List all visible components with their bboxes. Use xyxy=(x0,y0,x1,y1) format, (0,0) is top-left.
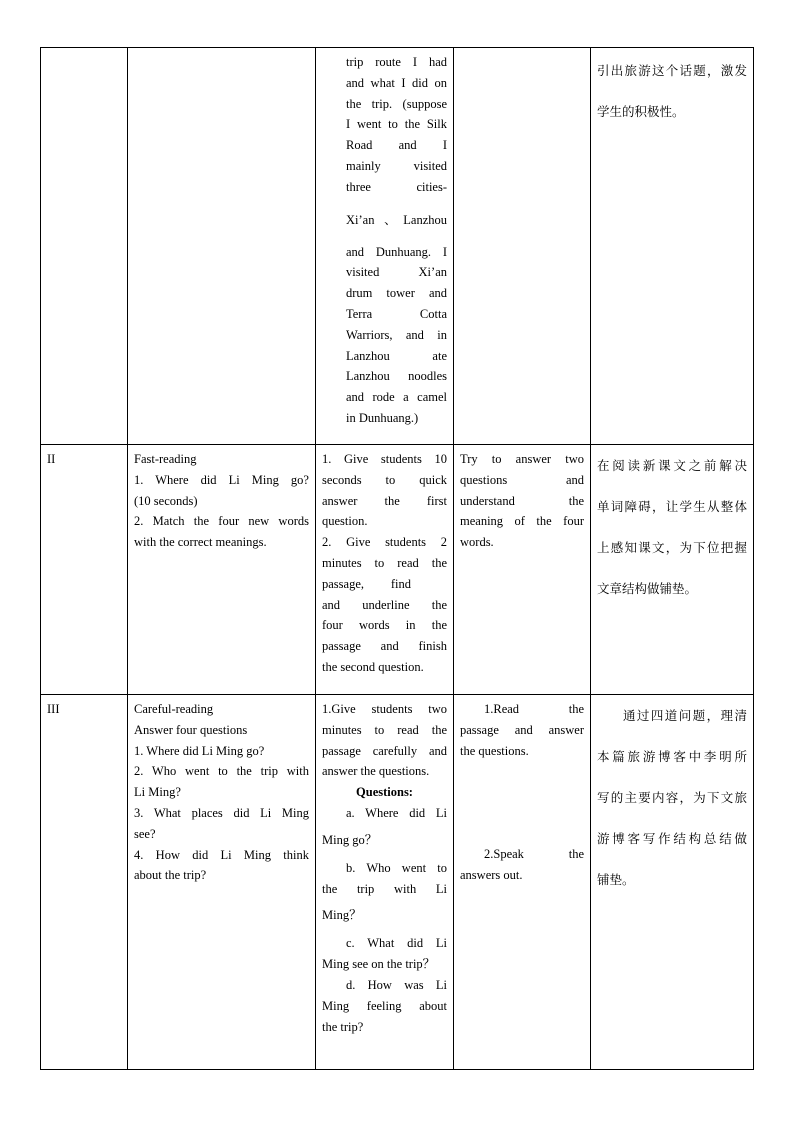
teacher-line: and underline the xyxy=(322,597,447,612)
purpose-line: 在阅读新课文之前解决 xyxy=(597,458,747,473)
teacher-line: Warriors, and in xyxy=(346,327,447,342)
teacher-activity-cell xyxy=(316,695,454,1070)
teacher-line: I went to the Silk xyxy=(346,117,447,132)
question-line: d. How was Li xyxy=(346,977,447,992)
question-line: c. What did Li xyxy=(346,936,447,951)
content-line: Careful-reading xyxy=(134,702,214,716)
content-line: 2. Match the four new words xyxy=(134,514,309,529)
question-line: a. Where did Li xyxy=(346,805,447,820)
teacher-line: mainly visited xyxy=(346,158,447,173)
teacher-line: seconds to quick xyxy=(322,472,447,487)
teacher-line: 1. Give students 10 xyxy=(322,452,447,466)
content-line: 1. Where did Li Ming go? xyxy=(134,743,265,758)
purpose-line: 铺垫。 xyxy=(597,872,635,887)
student-line: passage and answer xyxy=(460,722,584,737)
teacher-line: minutes to read the xyxy=(322,722,447,737)
student-line: questions and xyxy=(460,472,584,487)
content-line: 2. Who went to the trip with xyxy=(134,764,309,779)
purpose-line: 引出旅游这个话题，激发 xyxy=(597,63,747,78)
table-row xyxy=(41,695,754,1070)
teacher-line: question. xyxy=(322,514,368,529)
content-line: Fast-reading xyxy=(134,452,197,466)
teacher-line: Lanzhou ate xyxy=(346,348,447,363)
step-cell: III xyxy=(41,695,128,1070)
teacher-line: minutes to read the xyxy=(322,555,447,570)
teacher-line: and rode a camel xyxy=(346,390,447,405)
content-line: Answer four questions xyxy=(134,722,248,737)
teacher-activity-cell xyxy=(316,445,454,695)
question-line: the trip? xyxy=(322,1019,364,1034)
purpose-line: 通过四道问题，理清 xyxy=(623,708,747,723)
teacher-line: visited Xi’an xyxy=(346,265,447,280)
purpose-line: 文章结构做铺垫。 xyxy=(597,581,698,596)
student-activity-cell xyxy=(454,445,591,695)
question-line: Ming go？ xyxy=(322,832,378,847)
question-line: the trip with Li xyxy=(322,881,447,896)
table-row xyxy=(41,48,754,445)
teacher-line: passage and finish xyxy=(322,639,447,654)
step-cell xyxy=(41,48,128,445)
teacher-line: Road and I xyxy=(346,138,447,153)
question-line: Ming？ xyxy=(322,908,362,923)
content-line: about the trip? xyxy=(134,868,207,883)
content-cell xyxy=(128,695,316,1070)
student-line: 1.Read the xyxy=(484,702,584,716)
content-line: with the correct meanings. xyxy=(134,535,267,550)
step-cell: II xyxy=(41,445,128,695)
purpose-cell xyxy=(591,695,754,1070)
student-line: Try to answer two xyxy=(460,452,584,466)
content-line: 3. What places did Li Ming xyxy=(134,805,309,820)
question-line: Ming see on the trip？ xyxy=(322,957,436,972)
content-cell xyxy=(128,48,316,445)
teacher-line: four words in the xyxy=(322,618,447,633)
purpose-line: 上感知课文，为下位把握 xyxy=(597,540,747,555)
teacher-line: in Dunhuang.) xyxy=(346,410,419,425)
purpose-line: 写的主要内容，为下文旅 xyxy=(597,790,747,805)
teacher-line: 2. Give students 2 xyxy=(322,535,447,550)
content-line: 1. Where did Li Ming go? xyxy=(134,472,309,487)
teacher-line: the second question. xyxy=(322,659,424,674)
lesson-plan-table xyxy=(40,47,754,1070)
student-line: words. xyxy=(460,535,494,550)
purpose-cell xyxy=(591,48,754,445)
teacher-line: 1.Give students two xyxy=(322,702,447,716)
teacher-line: and Dunhuang. I xyxy=(346,244,447,259)
teacher-line: Lanzhou noodles xyxy=(346,369,447,384)
question-line: b. Who went to xyxy=(346,860,447,875)
student-activity-cell xyxy=(454,695,591,1070)
teacher-line: answer the first xyxy=(322,493,447,508)
content-line: Li Ming? xyxy=(134,785,181,800)
teacher-line: passage carefully and xyxy=(322,743,447,758)
teacher-line: passage, find xyxy=(322,576,411,591)
teacher-line: trip route I had xyxy=(346,55,447,69)
student-line: the questions. xyxy=(460,743,529,758)
student-line: meaning of the four xyxy=(460,514,584,529)
purpose-line: 学生的积极性。 xyxy=(597,104,685,119)
content-cell xyxy=(128,445,316,695)
student-line: understand the xyxy=(460,493,584,508)
teacher-line: drum tower and xyxy=(346,286,447,301)
purpose-line: 单词障碍，让学生从整体 xyxy=(597,499,747,514)
teacher-line: and what I did on xyxy=(346,75,447,90)
purpose-line: 游博客写作结构总结做 xyxy=(597,831,747,846)
teacher-line: three cities- xyxy=(346,179,447,194)
table-row xyxy=(41,445,754,695)
teacher-line: Terra Cotta xyxy=(346,306,447,321)
student-activity-cell xyxy=(454,48,591,445)
teacher-line: answer the questions. xyxy=(322,764,430,779)
purpose-cell xyxy=(591,445,754,695)
teacher-activity-cell xyxy=(316,48,454,445)
teacher-line: the trip. (suppose xyxy=(346,96,447,111)
question-line: Ming feeling about xyxy=(322,998,447,1013)
student-line: 2.Speak the xyxy=(484,847,584,862)
questions-heading: Questions: xyxy=(356,785,413,800)
student-line: answers out. xyxy=(460,868,523,883)
content-line: (10 seconds) xyxy=(134,493,198,508)
purpose-line: 本篇旅游博客中李明所 xyxy=(597,749,747,764)
content-line: see? xyxy=(134,826,156,841)
teacher-line: Xi’an 、Lanzhou xyxy=(346,212,447,227)
content-line: 4. How did Li Ming think xyxy=(134,847,309,862)
